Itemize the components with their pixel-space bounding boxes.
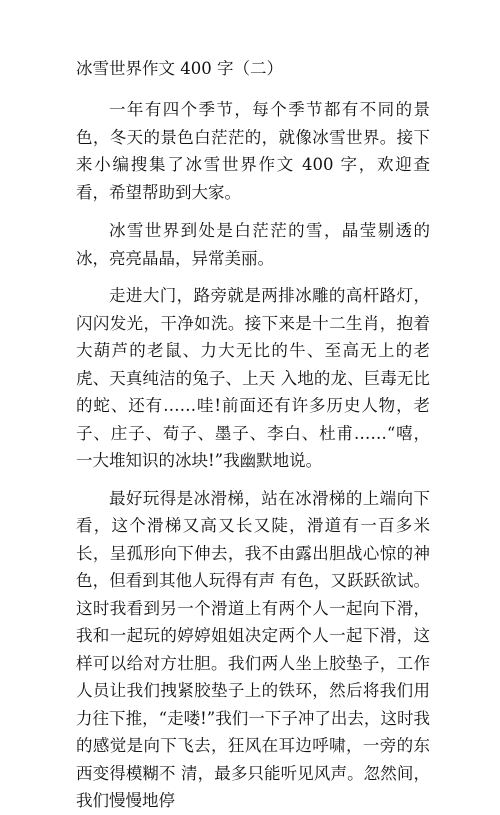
- document-title: 冰雪世界作文 400 字（二）: [76, 59, 283, 78]
- paragraph-scenery: 冰雪世界到处是白茫茫的雪，晶莹剔透的冰，亮亮晶晶，异常美丽。: [76, 221, 430, 268]
- paragraph-entrance: 走进大门，路旁就是两排冰雕的高杆路灯，闪闪发光，干净如洗。接下来是十二生肖，抱着大葫芦的老鼠、力大无比的牛、至高无上的老虎、天真纯洁的兔子、上天 入地的龙、巨毒无比的蛇、还有……哇!前面还有许多历史人物，老子、庄子、荀子、墨子、李白、杜甫……“嘻，一大堆知识的冰块!”我幽默地说。: [76, 286, 430, 470]
- paragraph-ice-slide: 最好玩得是冰滑梯，站在冰滑梯的上端向下看，这个滑梯又高又长又陡，滑道有一百多米长，呈孤形向下伸去，我不由露出胆战心惊的神色，但看到其他人玩得有声 有色，又跃跃欲试。这时我看到另一个滑道上有两个人一起向下滑，我和一起玩的婷婷姐姐决定两个人一起下滑，这样可以给对方壮胆。我们两人坐上胶垫子，工作 人员让我们拽紧胶垫子上的铁环，然后将我们用力往下推，“走喽!”我们一下子冲了出去，这时我的感觉是向下飞去，狂风在耳边呼啸，一旁的东西变得模糊不 清，最多只能听见风声。忽然间，我们慢慢地停: [76, 488, 430, 810]
- paragraph-intro: 一年有四个季节，每个季节都有不同的景色，冬天的景色白茫茫的，就像冰雪世界。接下来小编搜集了冰雪世界作文 400 字，欢迎查看，希望帮助到大家。: [76, 100, 430, 202]
